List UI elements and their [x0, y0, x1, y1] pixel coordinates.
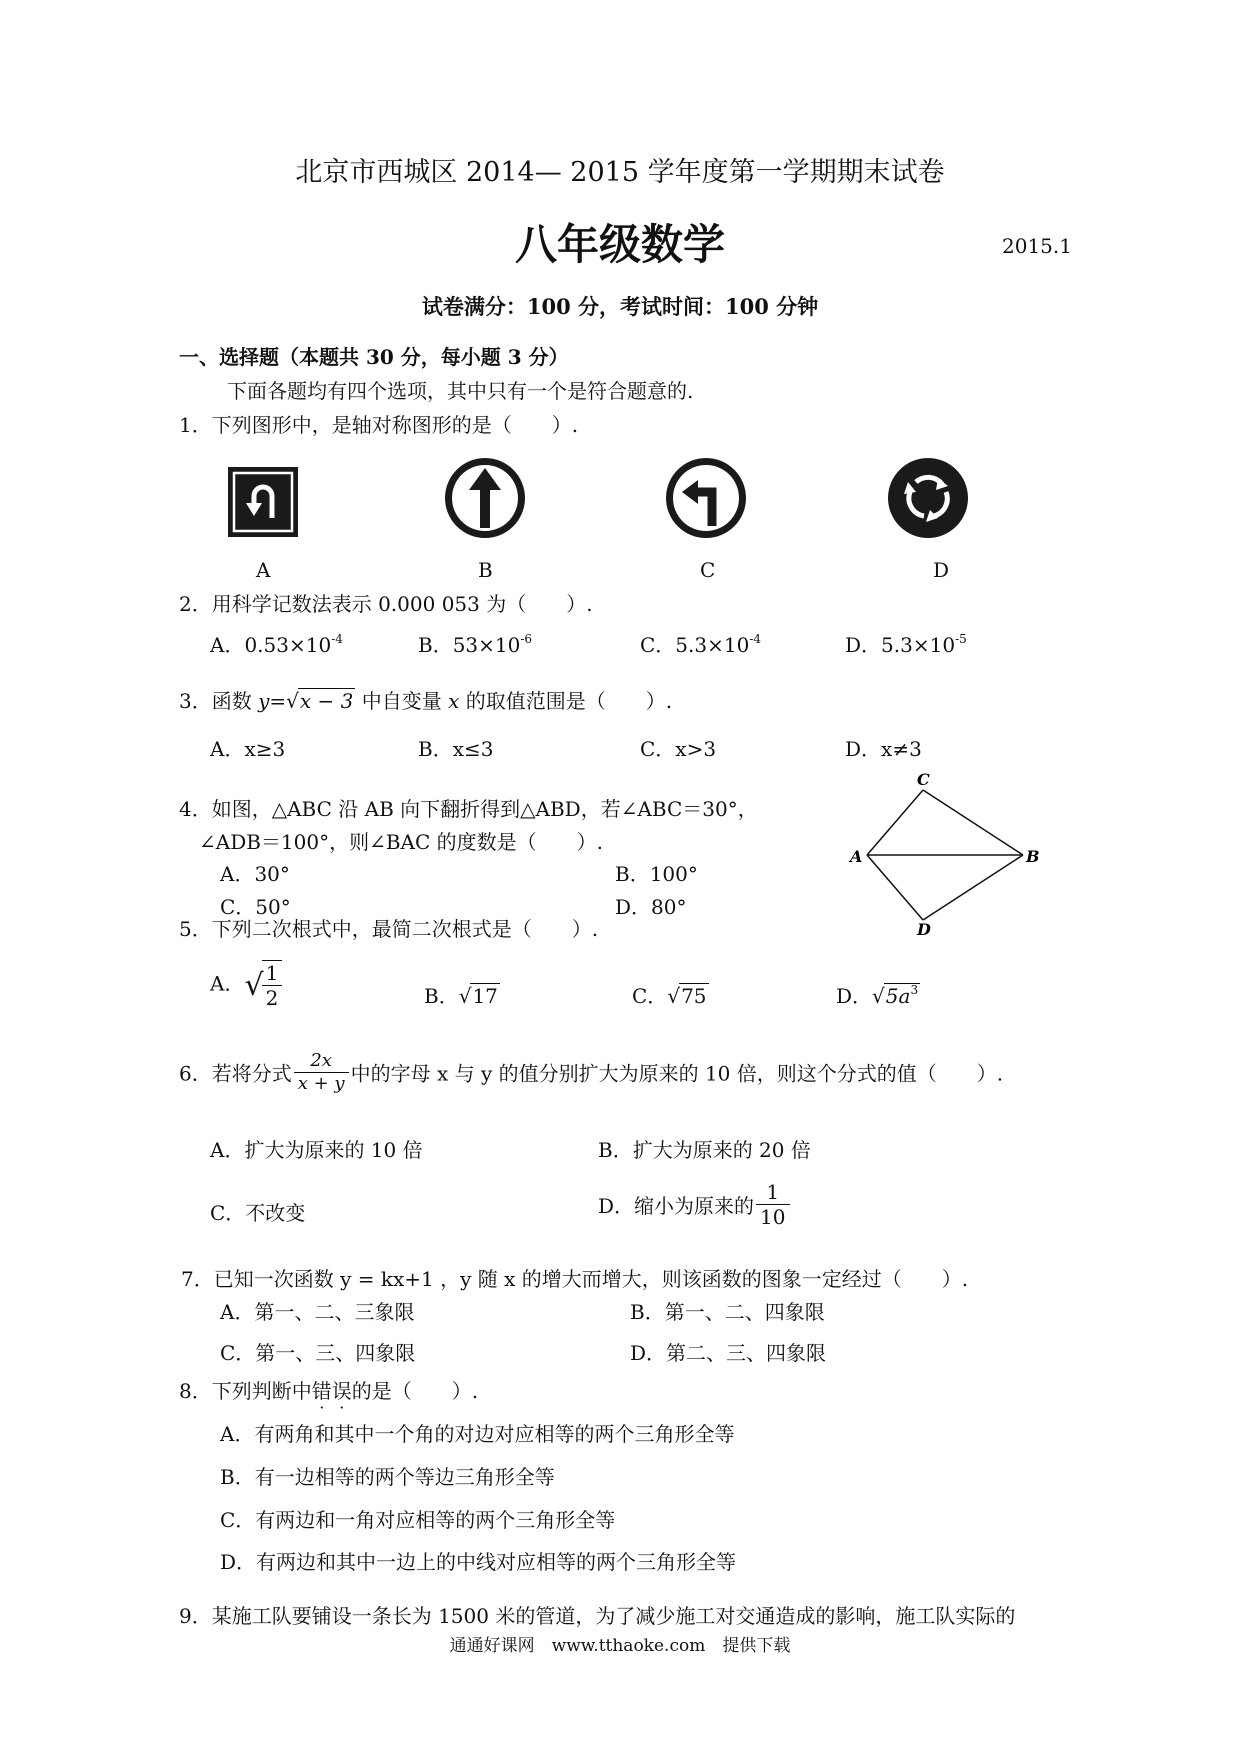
q1-label-a: A: [256, 558, 271, 582]
q5-option-c: C．√75: [632, 984, 707, 1008]
q3-option-b: B．x≤3: [418, 737, 494, 761]
q1-label-b: B: [478, 558, 493, 582]
q2-option-a: A．$0.53\times 10^{-4}$: [210, 632, 343, 657]
q7-option-d: D．第二、三、四象限: [630, 1341, 827, 1365]
question-4-line-1: 4．如图，△ABC 沿 AB 向下翻折得到△ABD，若∠ABC＝30°，: [179, 797, 758, 821]
roundabout-sign-icon: [886, 456, 970, 540]
question-3-stem: 3．函数 y=√x − 3 中自变量 x 的取值范围是（ ）.: [179, 689, 673, 713]
q6-option-b: B．扩大为原来的 20 倍: [598, 1138, 811, 1162]
exam-info: 试卷满分：100 分，考试时间：100 分钟: [421, 294, 819, 319]
question-1-stem: 1．下列图形中，是轴对称图形的是（ ）.: [179, 413, 579, 437]
q4-option-d: D．80°: [615, 895, 687, 919]
exam-title: 北京市西城区 2014— 2015 学年度第一学期期末试卷: [295, 157, 945, 188]
q7-option-a: A．第一、二、三象限: [220, 1300, 415, 1324]
segment-ac: [867, 790, 923, 855]
section-instruction: 下面各题均有四个选项，其中只有一个是符合题意的.: [227, 379, 694, 403]
q7-option-c: C．第一、三、四象限: [220, 1341, 416, 1365]
triangle-fold-figure: [845, 770, 1045, 935]
q3-option-a: A．x≥3: [210, 737, 286, 761]
segment-db: [923, 855, 1023, 920]
segment-cb: [923, 790, 1023, 855]
vertex-a: A: [850, 847, 863, 866]
q3-option-d: D．x≠3: [845, 737, 922, 761]
q2-option-b: B．$53\times 10^{-6}$: [418, 632, 533, 657]
q5-option-a: A．√ $\frac{1}{2}$: [210, 960, 284, 1010]
q4-option-b: B．100°: [615, 862, 698, 886]
question-9-stem: 9．某施工队要铺设一条长为 1500 米的管道，为了减少施工对交通造成的影响，施工队实际的: [179, 1604, 1016, 1628]
footer-text: 通通好课网 www.tthaoke.com 提供下载: [449, 1636, 791, 1656]
q1-label-c: C: [700, 558, 716, 582]
question-8-stem: 8．下列判断中错误的是（ ）.: [179, 1379, 479, 1403]
question-4-line-2: ∠ADB＝100°，则∠BAC 的度数是（ ）.: [199, 830, 604, 854]
q6-option-c: C．不改变: [210, 1201, 306, 1225]
q8-option-d: D．有两边和其中一边上的中线对应相等的两个三角形全等: [220, 1550, 737, 1574]
q6-option-d: D．缩小为原来的 $\frac{1}{10}$: [598, 1180, 792, 1229]
question-7-stem: 7．已知一次函数 y = kx+1 ，y 随 x 的增大而增大，则该函数的图象一定经过（ ）.: [181, 1267, 969, 1291]
q8-option-a: A．有两角和其中一个角的对边对应相等的两个三角形全等: [220, 1422, 735, 1446]
question-2-stem: 2．用科学记数法表示 0.000 053 为（ ）.: [179, 592, 593, 616]
left-turn-sign-icon: [664, 456, 748, 540]
q8-option-b: B．有一边相等的两个等边三角形全等: [220, 1465, 555, 1489]
q2-option-d: D．$5.3\times 10^{-5}$: [845, 632, 967, 657]
u-turn-sign-icon: [227, 466, 299, 538]
question-6-stem: 6．若将分式 $\frac{2x}{x + y}$ 中的字母 x 与 y 的值分别扩大为原来的 10 倍，则这个分式的值（ ）.: [179, 1050, 1004, 1094]
segment-ad: [867, 855, 923, 920]
q4-option-a: A．30°: [220, 862, 290, 886]
q1-label-d: D: [933, 558, 950, 582]
question-5-stem: 5．下列二次根式中，最简二次根式是（ ）.: [179, 917, 599, 941]
q7-option-b: B．第一、二、四象限: [630, 1300, 825, 1324]
q2-option-c: C．$5.3\times 10^{-4}$: [640, 632, 762, 657]
vertex-b: B: [1026, 847, 1040, 866]
section-heading: 一、选择题（本题共 30 分，每小题 3 分）: [179, 345, 569, 369]
exam-date: 2015.1: [1002, 234, 1072, 258]
q8-option-c: C．有两边和一角对应相等的两个三角形全等: [220, 1508, 616, 1532]
q3-option-c: C．x>3: [640, 737, 717, 761]
vertex-c: C: [917, 770, 930, 789]
q4-option-c: C．50°: [220, 895, 291, 919]
straight-arrow-sign-icon: [443, 456, 527, 540]
vertex-d: D: [917, 920, 931, 935]
subject-title: 八年级数学: [514, 220, 725, 269]
q6-option-a: A．扩大为原来的 10 倍: [210, 1138, 423, 1162]
q5-option-d: D．$√5a^3$: [836, 983, 919, 1008]
q5-option-b: B．√17: [424, 984, 498, 1008]
